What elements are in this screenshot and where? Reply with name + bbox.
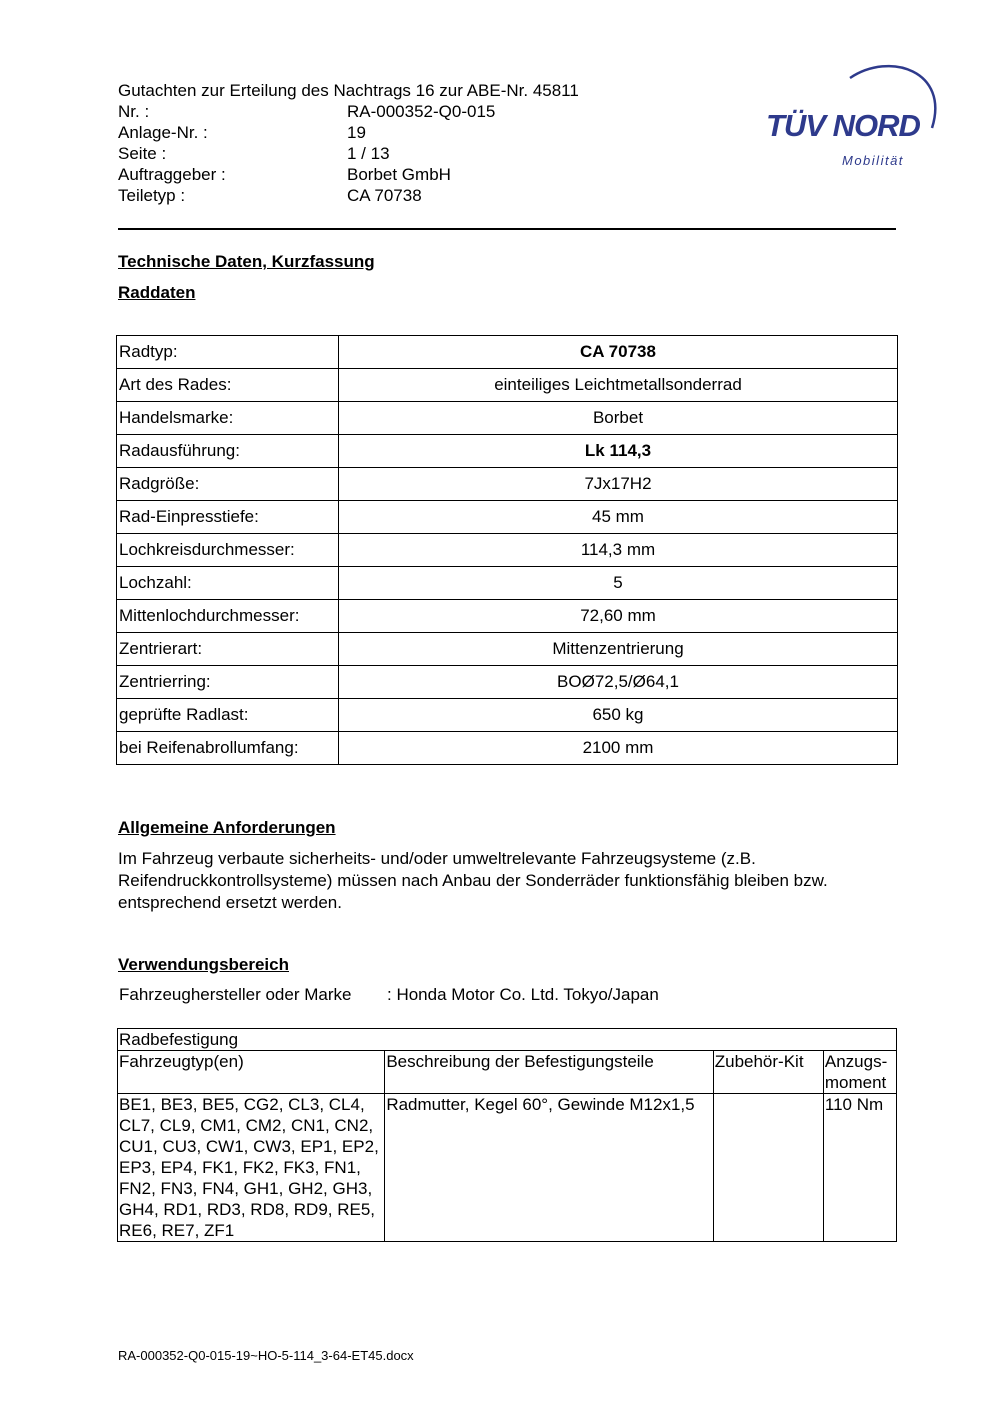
- logo-sub-text: Mobilität: [842, 153, 904, 168]
- raddaten-label: Radgröße:: [117, 468, 339, 501]
- raddaten-label: Handelsmarke:: [117, 402, 339, 435]
- raddaten-value: 45 mm: [339, 501, 898, 534]
- radbefestigung-title-row: [118, 1029, 897, 1051]
- section-heading-verwendung: Verwendungsbereich: [118, 955, 289, 974]
- table-row: [117, 435, 898, 468]
- raddaten-label: Lochzahl:: [117, 567, 339, 600]
- logo-brand-text: TÜV NORD: [766, 108, 920, 143]
- table-row: [117, 402, 898, 435]
- table-row: [117, 699, 898, 732]
- section-heading-tech: Technische Daten, Kurzfassung: [118, 252, 375, 271]
- document-header: [118, 80, 579, 206]
- raddaten-value: 72,60 mm: [339, 600, 898, 633]
- cell-zubehoer-kit: [713, 1094, 823, 1242]
- cell-anzugsmoment: 110 Nm: [823, 1094, 896, 1242]
- raddaten-value: BOØ72,5/Ø64,1: [339, 666, 898, 699]
- table-row: [117, 369, 898, 402]
- raddaten-value: einteiliges Leichtmetallsonderrad: [339, 369, 898, 402]
- table-row: [117, 501, 898, 534]
- section-heading-raddaten: Raddaten: [118, 283, 196, 302]
- radbefestigung-table: [117, 1028, 897, 1242]
- raddaten-value: 2100 mm: [339, 732, 898, 765]
- radbefestigung-header-row: [118, 1051, 897, 1094]
- raddaten-value: CA 70738: [339, 336, 898, 369]
- raddaten-label: Radtyp:: [117, 336, 339, 369]
- footer-filename: RA-000352-Q0-015-19~HO-5-114_3-64-ET45.docx: [118, 1348, 414, 1363]
- raddaten-label: Rad-Einpresstiefe:: [117, 501, 339, 534]
- header-value: CA 70738: [347, 186, 422, 205]
- manufacturer-value: : Honda Motor Co. Ltd. Tokyo/Japan: [387, 985, 659, 1004]
- raddaten-label: Lochkreisdurchmesser:: [117, 534, 339, 567]
- header-label: Seite :: [118, 144, 167, 163]
- table-row: [117, 600, 898, 633]
- header-label: Anlage-Nr. :: [118, 123, 208, 142]
- raddaten-label: Art des Rades:: [117, 369, 339, 402]
- header-label: Nr. :: [118, 102, 150, 121]
- table-row: [117, 567, 898, 600]
- column-header-beschreibung: Beschreibung der Befestigungsteile: [385, 1051, 713, 1094]
- cell-fahrzeugtypen: BE1, BE3, BE5, CG2, CL3, CL4, CL7, CL9, CM1, CM2, CN1, CN2, CU1, CU3, CW1, CW3, EP1, EP2, EP3, EP4, FK1, FK2, FK3, FN1, FN2, FN3, FN4, GH1, GH2, GH3, GH4, RD1, RD3, RD8, RD9, RE5, RE6, RE7, ZF1: [118, 1094, 385, 1242]
- raddaten-value: 114,3 mm: [339, 534, 898, 567]
- header-value: RA-000352-Q0-015: [347, 102, 496, 121]
- raddaten-value: Lk 114,3: [339, 435, 898, 468]
- header-field-anlage: [118, 122, 579, 143]
- raddaten-label: bei Reifenabrollumfang:: [117, 732, 339, 765]
- table-row: [117, 666, 898, 699]
- column-header-fahrzeugtyp: Fahrzeugtyp(en): [118, 1051, 385, 1094]
- header-label: Auftraggeber :: [118, 165, 226, 184]
- raddaten-label: Radausführung:: [117, 435, 339, 468]
- header-field-seite: [118, 143, 579, 164]
- header-field-nr: [118, 101, 579, 122]
- header-value: 1 / 13: [347, 144, 390, 163]
- header-field-teiletyp: [118, 185, 579, 206]
- table-row: [117, 633, 898, 666]
- raddaten-value: 5: [339, 567, 898, 600]
- raddaten-label: Zentrierring:: [117, 666, 339, 699]
- header-field-auftraggeber: [118, 164, 579, 185]
- column-header-anzugsmoment: Anzugs-moment: [823, 1051, 896, 1094]
- header-label: Teiletyp :: [118, 186, 186, 205]
- manufacturer-label: Fahrzeughersteller oder Marke: [119, 985, 352, 1004]
- table-row: [117, 336, 898, 369]
- raddaten-value: 7Jx17H2: [339, 468, 898, 501]
- raddaten-table: [116, 335, 898, 765]
- table-row: [117, 732, 898, 765]
- header-value: 19: [347, 123, 366, 142]
- document-title: Gutachten zur Erteilung des Nachtrags 16 zur ABE-Nr. 45811: [118, 81, 579, 100]
- table-row: [117, 534, 898, 567]
- column-header-zubehoer: Zubehör-Kit: [713, 1051, 823, 1094]
- raddaten-label: geprüfte Radlast:: [117, 699, 339, 732]
- header-divider: [118, 228, 896, 230]
- manufacturer-line: [119, 985, 659, 1005]
- section-heading-allgemein: Allgemeine Anforderungen: [118, 818, 336, 837]
- table-row: [117, 468, 898, 501]
- tuev-nord-logo: [760, 56, 945, 176]
- raddaten-value: 650 kg: [339, 699, 898, 732]
- radbefestigung-title: Radbefestigung: [118, 1029, 897, 1051]
- raddaten-label: Mittenlochdurchmesser:: [117, 600, 339, 633]
- allgemein-paragraph: Im Fahrzeug verbaute sicherheits- und/oder umweltrelevante Fahrzeugsysteme (z.B. Reifendruckkontrollsysteme) müssen nach Anbau der Sonderräder funktionsfähig bleiben bzw. entsprechend ersetzt werden.: [118, 849, 828, 912]
- header-value: Borbet GmbH: [347, 165, 451, 184]
- raddaten-value: Borbet: [339, 402, 898, 435]
- cell-beschreibung: Radmutter, Kegel 60°, Gewinde M12x1,5: [385, 1094, 713, 1242]
- raddaten-label: Zentrierart:: [117, 633, 339, 666]
- raddaten-value: Mittenzentrierung: [339, 633, 898, 666]
- table-row: [118, 1094, 897, 1242]
